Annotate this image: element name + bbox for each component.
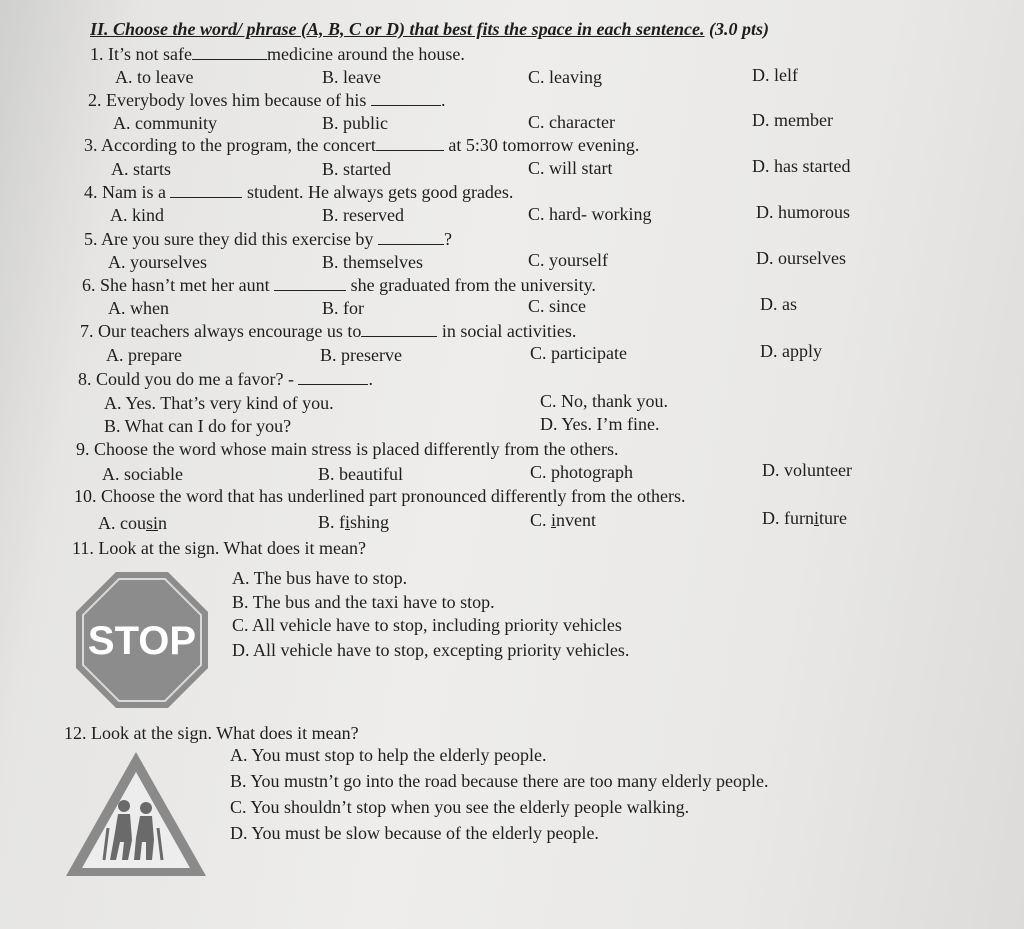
- q7-option-c: C. participate: [530, 343, 627, 363]
- q1-option-d: D. lelf: [752, 65, 798, 85]
- q12-option-a: A. You must stop to help the elderly people.: [230, 745, 547, 765]
- q4-option-c: C. hard- working: [528, 204, 652, 224]
- q11-option-c: C. All vehicle have to stop, including priority vehicles: [232, 615, 622, 635]
- question-5: [84, 228, 452, 250]
- question-7-text: 7. Our teachers always encourage us to: [80, 321, 362, 341]
- answer-blank: [361, 322, 437, 337]
- q11-option-a: A. The bus have to stop.: [232, 568, 408, 588]
- q10-option-d: D. furniture: [762, 508, 847, 528]
- q2-option-a: A. community: [113, 113, 217, 133]
- stop-sign-text: STOP: [87, 619, 197, 663]
- question-7: [80, 320, 576, 342]
- question-9: 9. Choose the word whose main stress is placed differently from the others.: [76, 439, 619, 459]
- q1-option-c: C. leaving: [528, 67, 602, 87]
- answer-blank: [376, 136, 444, 151]
- question-5-text: 5. Are you sure they did this exercise by: [84, 229, 374, 249]
- q9-option-c: C. photograph: [530, 462, 633, 482]
- question-3-text: 3. According to the program, the concert: [84, 135, 376, 155]
- question-8: [78, 368, 373, 390]
- q8-option-b: B. What can I do for you?: [104, 416, 292, 436]
- q6-option-c: C. since: [528, 296, 586, 316]
- q7-option-d: D. apply: [760, 341, 822, 361]
- answer-blank: [298, 370, 368, 385]
- q6-option-d: D. as: [760, 294, 797, 314]
- answer-blank: [170, 183, 242, 198]
- q10-option-c: C. invent: [530, 510, 597, 530]
- stop-sign-icon: [74, 570, 210, 710]
- question-6: [82, 274, 596, 296]
- question-1-text-end: medicine around the house.: [266, 44, 465, 64]
- heading-instruction: II. Choose the word/ phrase (A, B, C or D) that best fits the space in each sentence.: [90, 19, 705, 39]
- q12-option-b: B. You mustn’t go into the road because there are too many elderly people.: [230, 771, 769, 791]
- q4-option-a: A. kind: [110, 205, 164, 225]
- q9-option-d: D. volunteer: [762, 460, 852, 480]
- q5-option-a: A. yourselves: [108, 252, 207, 272]
- question-2: [88, 89, 445, 111]
- question-1: [90, 43, 465, 65]
- question-6-text-end: she graduated from the university.: [350, 275, 596, 295]
- answer-blank: [192, 45, 267, 60]
- question-3-text-end: at 5:30 tomorrow evening.: [448, 135, 640, 155]
- question-12: 12. Look at the sign. What does it mean?: [64, 723, 359, 743]
- heading-points: (3.0 pts): [709, 19, 770, 39]
- question-8-text: 8. Could you do me a favor? -: [78, 369, 294, 389]
- q1-option-a: A. to leave: [115, 67, 194, 87]
- question-2-text: 2. Everybody loves him because of his: [88, 90, 367, 110]
- question-1-text: 1. It’s not safe: [90, 44, 192, 64]
- question-7-text-end: in social activities.: [441, 321, 577, 341]
- q5-option-c: C. yourself: [528, 250, 608, 270]
- q5-option-b: B. themselves: [322, 252, 423, 272]
- question-6-text: 6. She hasn’t met her aunt: [82, 275, 270, 295]
- q7-option-b: B. preserve: [320, 345, 402, 365]
- q10-option-a: A. cousin: [98, 513, 168, 533]
- q4-option-d: D. humorous: [756, 202, 850, 222]
- question-11: 11. Look at the sign. What does it mean?: [72, 538, 366, 558]
- q8-option-c: C. No, thank you.: [540, 391, 668, 411]
- question-10: 10. Choose the word that has underlined part pronounced differently from the others.: [74, 486, 686, 506]
- question-5-text-end: ?: [443, 229, 452, 249]
- answer-blank: [274, 276, 346, 291]
- answer-blank: [371, 91, 441, 106]
- question-8-text-end: .: [368, 369, 373, 389]
- q8-option-a: A. Yes. That’s very kind of you.: [104, 393, 334, 413]
- q7-option-a: A. prepare: [106, 345, 182, 365]
- question-4: [84, 181, 513, 203]
- question-4-text-end: student. He always gets good grades.: [246, 182, 514, 202]
- q6-option-a: A. when: [108, 298, 169, 318]
- q2-option-d: D. member: [752, 110, 833, 130]
- elderly-crossing-sign-icon: [62, 748, 210, 880]
- q9-option-b: B. beautiful: [318, 464, 403, 484]
- q3-option-c: C. will start: [528, 158, 613, 178]
- q5-option-d: D. ourselves: [756, 248, 846, 268]
- q10-option-b: B. fishing: [318, 512, 390, 532]
- q12-option-d: D. You must be slow because of the elderly people.: [230, 823, 599, 843]
- question-4-text: 4. Nam is a: [84, 182, 166, 202]
- q12-option-c: C. You shouldn’t stop when you see the elderly people walking.: [230, 797, 690, 817]
- q2-option-c: C. character: [528, 112, 615, 132]
- q3-option-a: A. starts: [111, 159, 171, 179]
- q1-option-b: B. leave: [322, 67, 381, 87]
- question-3: [84, 134, 639, 156]
- section-heading: [90, 18, 769, 40]
- q3-option-d: D. has started: [752, 156, 851, 176]
- q3-option-b: B. started: [322, 159, 391, 179]
- q9-option-a: A. sociable: [102, 464, 183, 484]
- question-2-text-end: .: [440, 90, 446, 110]
- answer-blank: [378, 230, 444, 245]
- q11-option-d: D. All vehicle have to stop, excepting priority vehicles.: [232, 640, 630, 660]
- q2-option-b: B. public: [322, 113, 388, 133]
- q4-option-b: B. reserved: [322, 205, 404, 225]
- q6-option-b: B. for: [322, 298, 364, 318]
- q8-option-d: D. Yes. I’m fine.: [540, 414, 660, 434]
- q11-option-b: B. The bus and the taxi have to stop.: [232, 592, 495, 612]
